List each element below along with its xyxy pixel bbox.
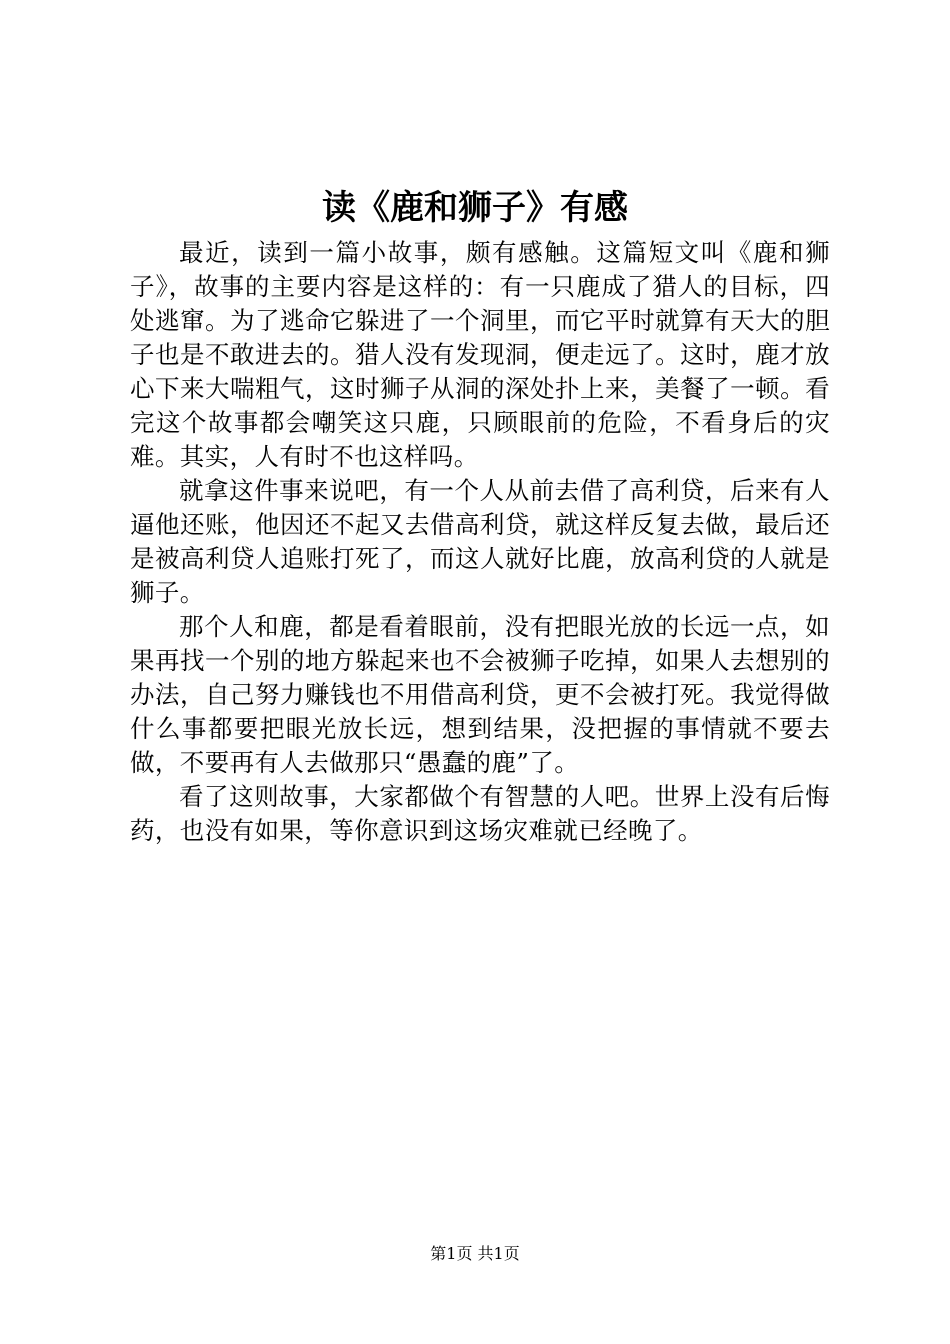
paragraph-1: 最近，读到一篇小故事，颇有感触。这篇短文叫《鹿和狮子》，故事的主要内容是这样的：有一只鹿成了猎人的目标，四处逃窜。为了逃命它躲进了一个洞里，而它平时就算有天大的胆子也是不敢进去的。猎人没有发现洞，便走远了。这时，鹿才放心下来大喘粗气，这时狮子从洞的深处扑上来，美餐了一顿。看完这个故事都会嘲笑这只鹿，只顾眼前的危险，不看身后的灾难。其实，人有时不也这样吗。 xyxy=(130,238,830,471)
document-body xyxy=(130,236,830,848)
paragraph-4: 看了这则故事，大家都做个有智慧的人吧。世界上没有后悔药，也没有如果，等你意识到这场灾难就已经晚了。 xyxy=(130,782,830,845)
paragraph-3: 那个人和鹿，都是看着眼前，没有把眼光放的长远一点，如果再找一个别的地方躲起来也不会被狮子吃掉，如果人去想别的办法，自己努力赚钱也不用借高利贷，更不会被打死。我觉得做什么事都要把眼光放长远，想到结果，没把握的事情就不要去做，不要再有人去做那只“愚蠢的鹿”了。 xyxy=(130,612,830,777)
page-footer: 第1页 共1页 xyxy=(430,1244,520,1263)
document-title: 读《鹿和狮子》有感 xyxy=(322,188,628,228)
paragraph-2: 就拿这件事来说吧，有一个人从前去借了高利贷，后来有人逼他还账，他因还不起又去借高利贷，就这样反复去做，最后还是被高利贷人追账打死了，而这人就好比鹿，放高利贷的人就是狮子。 xyxy=(130,476,830,607)
